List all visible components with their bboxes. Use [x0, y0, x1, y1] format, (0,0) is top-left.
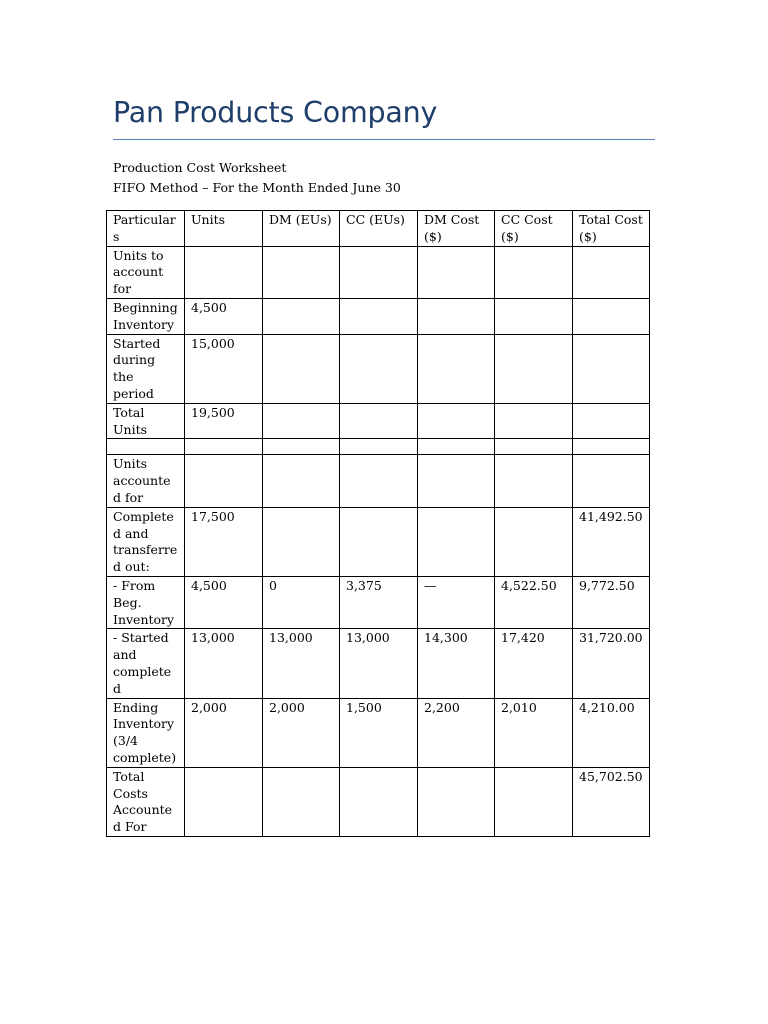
cell-cc-cost — [495, 455, 573, 507]
title-divider — [113, 139, 655, 140]
cell-dm-eus — [263, 439, 340, 455]
cell-dm-cost — [418, 246, 495, 298]
production-cost-table — [106, 210, 650, 837]
cell-particulars: Completed and transferre d out: — [107, 507, 185, 576]
cell-cc-cost — [495, 439, 573, 455]
cell-units: 4,500 — [185, 576, 263, 628]
cell-cc-eus: 13,000 — [340, 629, 418, 698]
cell-units: 17,500 — [185, 507, 263, 576]
cell-total-cost: 31,720.00 — [573, 629, 650, 698]
cell-units: 15,000 — [185, 334, 263, 403]
cell-units — [185, 455, 263, 507]
table-row — [107, 698, 650, 767]
cell-dm-eus: 13,000 — [263, 629, 340, 698]
table-row — [107, 507, 650, 576]
cell-dm-eus: 2,000 — [263, 698, 340, 767]
cell-cc-eus — [340, 246, 418, 298]
header-total-cost: Total Cost ($) — [573, 211, 650, 247]
cell-particulars — [107, 439, 185, 455]
cell-cc-eus: 1,500 — [340, 698, 418, 767]
header-cc-cost: CC Cost ($) — [495, 211, 573, 247]
cell-particulars: - From Beg. Inventory — [107, 576, 185, 628]
cell-cc-cost — [495, 507, 573, 576]
cell-dm-eus: 0 — [263, 576, 340, 628]
cell-total-cost: 45,702.50 — [573, 767, 650, 836]
cell-dm-cost: 14,300 — [418, 629, 495, 698]
cell-units — [185, 246, 263, 298]
cell-dm-eus — [263, 403, 340, 439]
cell-cc-eus — [340, 455, 418, 507]
cell-dm-eus — [263, 767, 340, 836]
cell-cc-eus — [340, 298, 418, 334]
table-row — [107, 576, 650, 628]
cell-dm-cost — [418, 298, 495, 334]
cell-dm-cost: — — [418, 576, 495, 628]
header-particulars: Particular s — [107, 211, 185, 247]
cell-total-cost — [573, 403, 650, 439]
cell-particulars: - Started and completed — [107, 629, 185, 698]
cell-cc-cost — [495, 298, 573, 334]
cell-cc-eus — [340, 334, 418, 403]
cell-particulars: Started during the period — [107, 334, 185, 403]
cell-total-cost — [573, 334, 650, 403]
cell-cc-cost: 17,420 — [495, 629, 573, 698]
cell-dm-cost — [418, 455, 495, 507]
cell-cc-cost — [495, 767, 573, 836]
header-units: Units — [185, 211, 263, 247]
page-title: Pan Products Company — [113, 96, 438, 129]
cell-total-cost — [573, 246, 650, 298]
cell-units: 4,500 — [185, 298, 263, 334]
cell-dm-eus — [263, 298, 340, 334]
header-dm-cost: DM Cost ($) — [418, 211, 495, 247]
cell-total-cost — [573, 298, 650, 334]
cell-dm-eus — [263, 246, 340, 298]
cell-cc-cost: 2,010 — [495, 698, 573, 767]
cell-cc-eus — [340, 507, 418, 576]
header-cc-eus: CC (EUs) — [340, 211, 418, 247]
cell-cc-eus — [340, 403, 418, 439]
table-row — [107, 403, 650, 439]
cell-units: 2,000 — [185, 698, 263, 767]
cell-units: 19,500 — [185, 403, 263, 439]
cell-cc-eus: 3,375 — [340, 576, 418, 628]
cell-dm-cost — [418, 403, 495, 439]
cell-dm-cost — [418, 334, 495, 403]
cell-particulars: Units accounted for — [107, 455, 185, 507]
cell-total-cost — [573, 439, 650, 455]
table-row — [107, 629, 650, 698]
header-dm-eus: DM (EUs) — [263, 211, 340, 247]
cell-cc-eus — [340, 439, 418, 455]
cell-dm-cost: 2,200 — [418, 698, 495, 767]
cell-particulars: Total Costs Accounted For — [107, 767, 185, 836]
cell-cc-eus — [340, 767, 418, 836]
cell-total-cost — [573, 455, 650, 507]
cell-total-cost: 41,492.50 — [573, 507, 650, 576]
table-row — [107, 439, 650, 455]
cell-cc-cost — [495, 334, 573, 403]
cell-dm-eus — [263, 455, 340, 507]
cell-cc-cost — [495, 403, 573, 439]
cell-total-cost: 9,772.50 — [573, 576, 650, 628]
cell-particulars: Ending Inventory (3/4 complete) — [107, 698, 185, 767]
cell-particulars: Total Units — [107, 403, 185, 439]
cell-total-cost: 4,210.00 — [573, 698, 650, 767]
cell-dm-eus — [263, 507, 340, 576]
cell-dm-cost — [418, 767, 495, 836]
table-body — [107, 246, 650, 836]
cell-units: 13,000 — [185, 629, 263, 698]
table-header-row — [107, 211, 650, 247]
worksheet-subtitle: Production Cost Worksheet — [113, 160, 287, 175]
table-row — [107, 455, 650, 507]
cell-dm-cost — [418, 439, 495, 455]
method-subtitle: FIFO Method – For the Month Ended June 30 — [113, 180, 401, 195]
cell-particulars: Beginning Inventory — [107, 298, 185, 334]
cell-units — [185, 439, 263, 455]
table-row — [107, 298, 650, 334]
cell-dm-eus — [263, 334, 340, 403]
cell-units — [185, 767, 263, 836]
cell-dm-cost — [418, 507, 495, 576]
table-row — [107, 246, 650, 298]
cell-particulars: Units to account for — [107, 246, 185, 298]
cell-cc-cost — [495, 246, 573, 298]
cell-cc-cost: 4,522.50 — [495, 576, 573, 628]
table-row — [107, 334, 650, 403]
table-row — [107, 767, 650, 836]
